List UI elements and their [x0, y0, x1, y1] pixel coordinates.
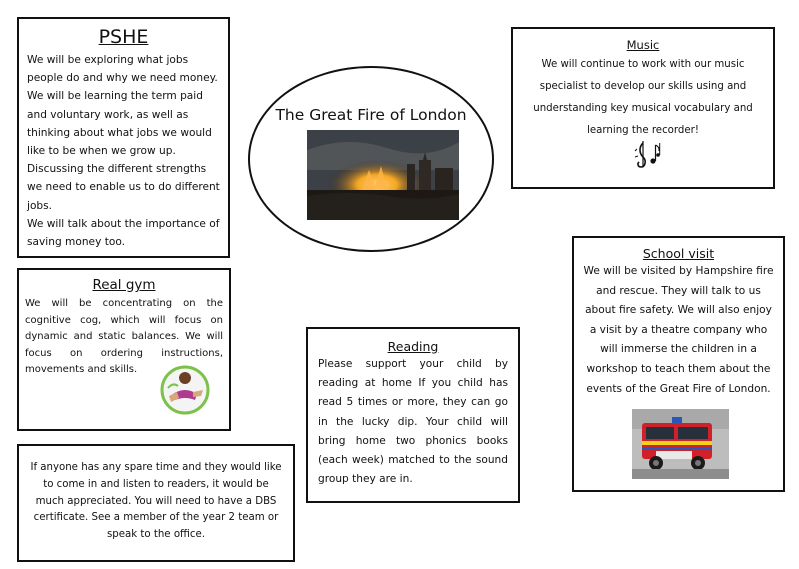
- pshe-text: We will be exploring what jobs people do and why we need money. We will be learning the term paid and voluntary work, as well as thinking about what jobs we would like to be when we grow up. Discussing the different strengths we need to enable us to do different jobs.: [27, 54, 220, 212]
- volunteers-panel: [17, 444, 295, 562]
- music-text: We will continue to work with our music specialist to develop our skills using and understanding key musical vocabulary and learning the recorder!: [533, 59, 753, 136]
- school-visit-panel: [572, 236, 785, 492]
- topic-title: The Great Fire of London: [275, 106, 467, 124]
- reading-panel: [306, 327, 520, 503]
- reading-text: Please support your child by reading at home If you child has read 5 times or more, they can go in the lucky dip. Your child will bring home two phonics books (each week) matched to the sound group they are in.: [318, 358, 508, 486]
- music-notes-icon: [631, 137, 665, 171]
- pshe-heading: PSHE: [98, 26, 149, 48]
- music-panel: [511, 27, 775, 189]
- topic-ellipse: [248, 66, 494, 252]
- pshe-text-saving: We will talk about the importance of saving money too.: [27, 217, 220, 249]
- real-gym-panel: [17, 268, 231, 431]
- great-fire-painting: [307, 130, 459, 220]
- real-gym-logo: [159, 364, 211, 416]
- reading-heading: Reading: [387, 339, 439, 354]
- real-gym-text: We will be concentrating on the cognitive cog, which will focus on dynamic and static balances. We will focus on ordering instructions, movements and skills.: [25, 298, 223, 375]
- pshe-panel: [17, 17, 230, 258]
- real-gym-heading: Real gym: [92, 277, 156, 293]
- music-heading: Music: [626, 38, 660, 52]
- volunteers-text: If anyone has any spare time and they would like to come in and listen to readers, it would be much appreciated. You will need to have a DBS certificate. See a member of the year 2 team or speak to the office.: [30, 462, 282, 541]
- fire-engine-photo: [632, 409, 729, 479]
- school-visit-text: We will be visited by Hampshire fire and rescue. They will talk to us about fire safety. We will also enjoy a visit by a theatre company who will immerse the children in a workshop to teach them about the events of the Great Fire of London.: [583, 265, 774, 395]
- school-visit-heading: School visit: [642, 246, 715, 261]
